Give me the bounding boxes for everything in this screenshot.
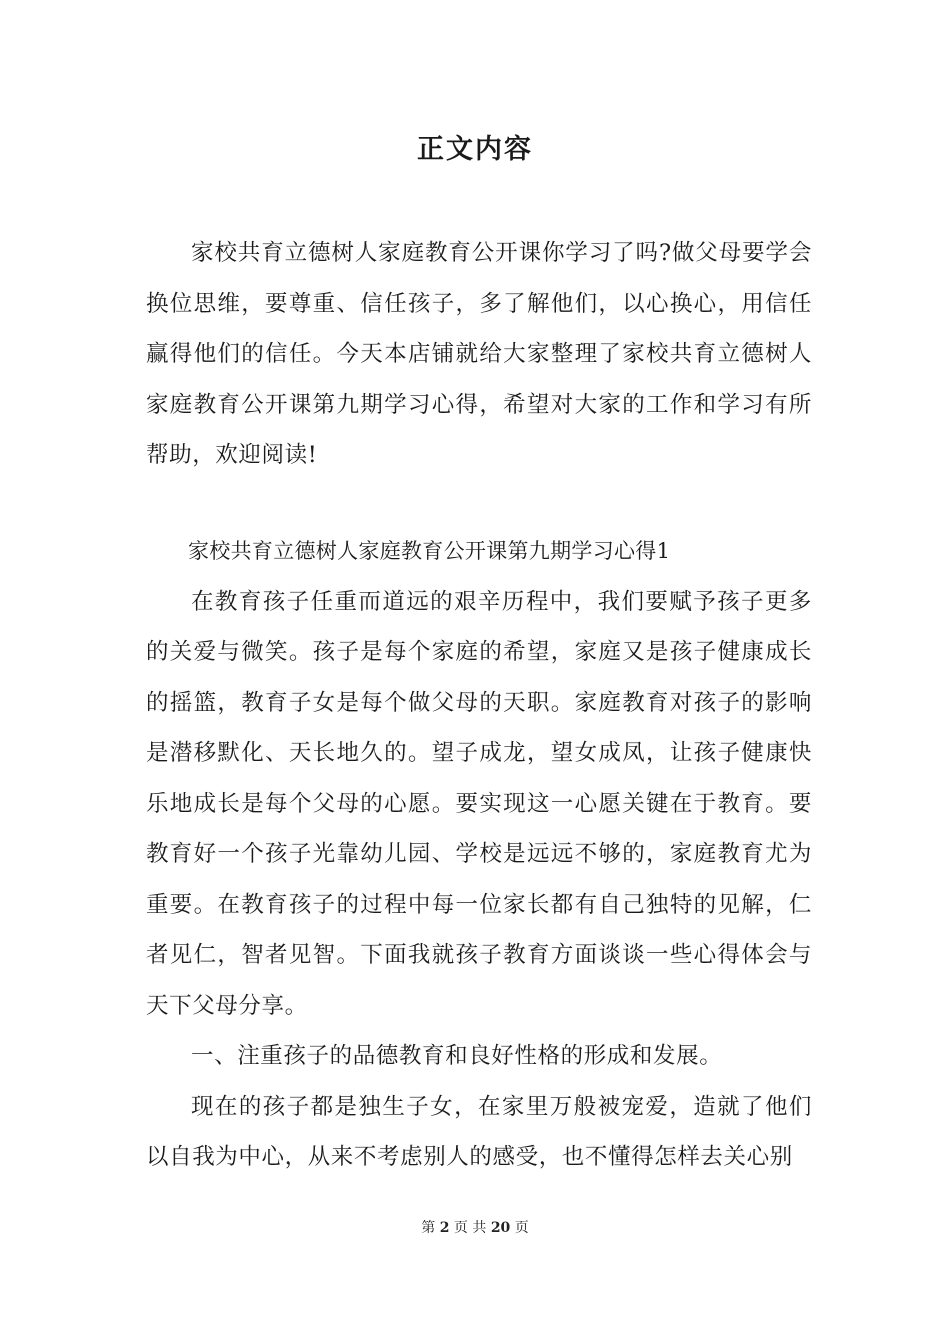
page-footer [0,1218,950,1238]
body-paragraph-3: 现在的孩子都是独生子女，在家里万般被宠爱，造就了他们以自我为中心，从来不考虑别人的感受，也不懂得怎样去关心别 [146,1093,812,1170]
intro-paragraph: 家校共育立德树人家庭教育公开课你学习了吗?做父母要学会换位思维，要尊重、信任孩子，多了解他们，以心换心，用信任赢得他们的信任。今天本店铺就给大家整理了家校共育立德树人家庭教育公开课第九期学习心得，希望对大家的工作和学习有所帮助，欢迎阅读! [146,240,812,468]
footer-prefix: 第 [421,1220,436,1236]
body-paragraph-1: 在教育孩子任重而道远的艰辛历程中，我们要赋予孩子更多的关爱与微笑。孩子是每个家庭的希望，家庭又是孩子健康成长的摇篮，教育子女是每个做父母的天职。家庭教育对孩子的影响是潜移默化、天长地久的。望子成龙，望女成凤，让孩子健康快乐地成长是每个父母的心愿。要实现这一心愿关键在于教育。要教育好一个孩子光靠幼儿园、学校是远远不够的，家庭教育尤为重要。在教育孩子的过程中每一位家长都有自己独特的见解，仁者见仁，智者见智。下面我就孩子教育方面谈谈一些心得体会与天下父母分享。 [146,588,812,1019]
footer-middle: 页 共 [453,1220,487,1236]
section-heading: 家校共育立德树人家庭教育公开课第九期学习心得1 [188,539,671,563]
body-paragraph-2: 一、注重孩子的品德教育和良好性格的形成和发展。 [191,1043,723,1069]
intro-section [146,228,812,481]
footer-current-page: 2 [439,1220,450,1236]
page-title: 正文内容 [417,134,533,165]
footer-total-pages: 20 [490,1220,511,1236]
footer-suffix: 页 [514,1220,529,1236]
main-section [146,526,812,1183]
